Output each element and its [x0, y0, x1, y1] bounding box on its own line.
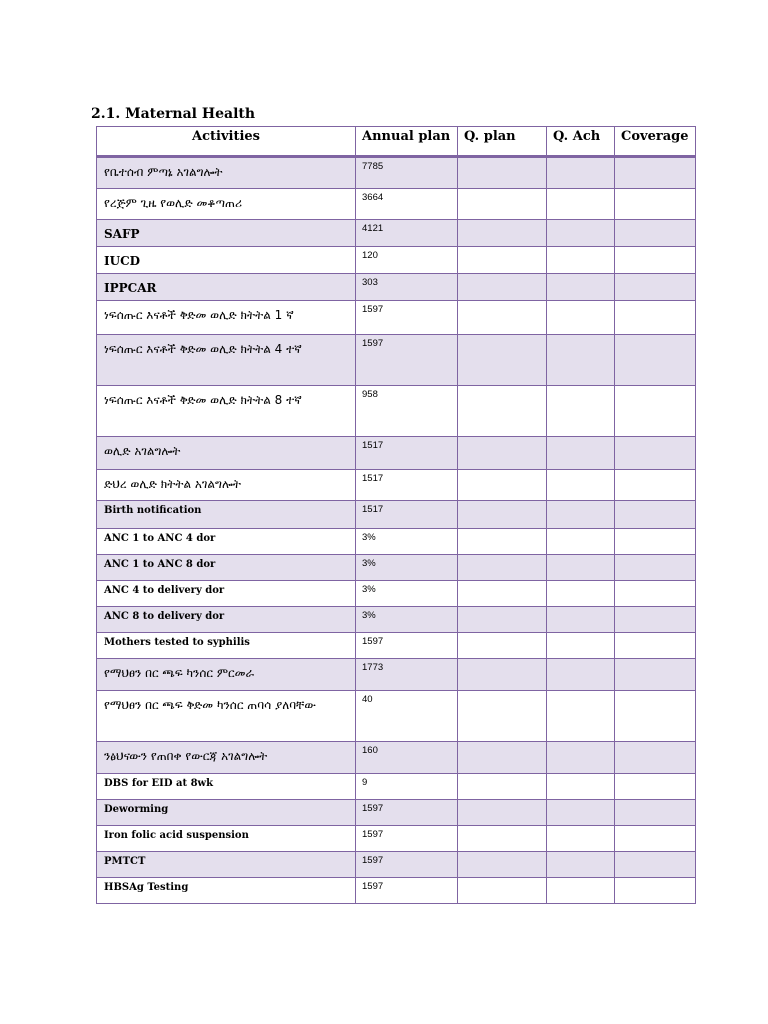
- annual-plan-cell: [356, 581, 458, 607]
- table-row: [97, 555, 696, 581]
- coverage-cell: [615, 826, 696, 852]
- q-ach-cell: [547, 774, 615, 800]
- q-ach-cell: [547, 633, 615, 659]
- coverage-cell-text: [615, 529, 695, 532]
- q-ach-cell: [547, 529, 615, 555]
- activity-cell: [97, 189, 356, 220]
- table-row: [97, 800, 696, 826]
- table-row: [97, 437, 696, 470]
- activity-cell-text: ንፅህናውን የጠበቀ የውርጃ አገልግሎት: [104, 749, 268, 763]
- annual-plan-cell: [356, 800, 458, 826]
- q-plan-cell-text: [458, 470, 546, 473]
- header-q-plan: Q. plan: [458, 127, 547, 157]
- table-row: [97, 529, 696, 555]
- annual-plan-cell-text: 1597: [362, 881, 384, 892]
- annual-plan-cell: [356, 501, 458, 529]
- q-plan-cell-text: [458, 335, 546, 338]
- table-row: [97, 301, 696, 335]
- coverage-cell: [615, 247, 696, 274]
- table-body: [97, 157, 696, 904]
- coverage-cell: [615, 386, 696, 437]
- annual-plan-cell-text: 3%: [362, 558, 376, 569]
- q-plan-cell: [458, 501, 547, 529]
- coverage-cell: [615, 437, 696, 470]
- activity-cell: [97, 335, 356, 386]
- q-ach-cell-text: [547, 470, 614, 473]
- activity-cell: [97, 633, 356, 659]
- table-row: [97, 774, 696, 800]
- q-plan-cell-text: [458, 607, 546, 610]
- coverage-cell-text: [615, 158, 695, 161]
- activity-cell: [97, 555, 356, 581]
- annual-plan-cell-text: 120: [362, 250, 378, 261]
- annual-plan-cell-text: 1597: [362, 803, 384, 814]
- q-plan-cell-text: [458, 501, 546, 504]
- annual-plan-cell: [356, 852, 458, 878]
- activity-cell-text: Iron folic acid suspension: [104, 830, 249, 841]
- annual-plan-cell: [356, 189, 458, 220]
- annual-plan-cell-text: 3%: [362, 532, 376, 543]
- annual-plan-cell-text: 160: [362, 745, 378, 756]
- q-plan-cell: [458, 555, 547, 581]
- q-plan-cell-text: [458, 437, 546, 440]
- activity-cell-text: የረጅም ጊዜ የወሊድ መቆጣጠሪ: [104, 196, 242, 210]
- q-ach-cell-text: [547, 581, 614, 584]
- q-ach-cell-text: [547, 774, 614, 777]
- q-ach-cell: [547, 437, 615, 470]
- q-plan-cell-text: [458, 774, 546, 777]
- coverage-cell-text: [615, 555, 695, 558]
- q-ach-cell-text: [547, 659, 614, 662]
- q-ach-cell-text: [547, 501, 614, 504]
- annual-plan-cell: [356, 555, 458, 581]
- q-plan-cell: [458, 470, 547, 501]
- coverage-cell-text: [615, 274, 695, 277]
- activity-cell: [97, 247, 356, 274]
- q-ach-cell-text: [547, 878, 614, 881]
- coverage-cell-text: [615, 189, 695, 192]
- annual-plan-cell: [356, 607, 458, 633]
- table-row: [97, 501, 696, 529]
- activity-cell: [97, 742, 356, 774]
- header-activities: Activities: [97, 127, 356, 157]
- coverage-cell: [615, 501, 696, 529]
- activity-cell-text: DBS for EID at 8wk: [104, 778, 214, 789]
- coverage-cell: [615, 659, 696, 691]
- coverage-cell: [615, 607, 696, 633]
- coverage-cell: [615, 691, 696, 742]
- annual-plan-cell: [356, 157, 458, 189]
- q-plan-cell: [458, 774, 547, 800]
- coverage-cell-text: [615, 800, 695, 803]
- q-plan-cell: [458, 335, 547, 386]
- activity-cell-text: ANC 8 to delivery dor: [104, 611, 225, 622]
- coverage-cell-text: [615, 220, 695, 223]
- activity-cell: [97, 274, 356, 301]
- table-row: [97, 386, 696, 437]
- q-plan-cell-text: [458, 247, 546, 250]
- activity-cell-text: ANC 1 to ANC 8 dor: [104, 559, 216, 570]
- coverage-cell: [615, 852, 696, 878]
- coverage-cell-text: [615, 470, 695, 473]
- coverage-cell-text: [615, 633, 695, 636]
- annual-plan-cell: [356, 633, 458, 659]
- q-plan-cell-text: [458, 878, 546, 881]
- q-plan-cell-text: [458, 386, 546, 389]
- annual-plan-cell: [356, 386, 458, 437]
- q-plan-cell-text: [458, 742, 546, 745]
- table-row: [97, 826, 696, 852]
- activity-cell: [97, 826, 356, 852]
- coverage-cell-text: [615, 774, 695, 777]
- annual-plan-cell-text: 1517: [362, 473, 384, 484]
- q-plan-cell-text: [458, 581, 546, 584]
- activity-cell-text: ነፍሰጡር እናቶች ቅድመ ወሊድ ክትትል 8 ተኛ: [104, 393, 302, 407]
- header-coverage: Coverage: [615, 127, 696, 157]
- table-row: [97, 247, 696, 274]
- q-ach-cell: [547, 301, 615, 335]
- annual-plan-cell-text: 40: [362, 694, 373, 705]
- q-ach-cell-text: [547, 301, 614, 304]
- coverage-cell-text: [615, 852, 695, 855]
- q-ach-cell: [547, 470, 615, 501]
- coverage-cell-text: [615, 501, 695, 504]
- table-row: [97, 274, 696, 301]
- q-ach-cell: [547, 742, 615, 774]
- activity-cell: [97, 501, 356, 529]
- annual-plan-cell: [356, 691, 458, 742]
- q-ach-cell-text: [547, 386, 614, 389]
- activity-cell: [97, 800, 356, 826]
- q-ach-cell: [547, 247, 615, 274]
- q-ach-cell: [547, 274, 615, 301]
- q-ach-cell-text: [547, 335, 614, 338]
- annual-plan-cell-text: 3664: [362, 192, 384, 203]
- coverage-cell-text: [615, 826, 695, 829]
- annual-plan-cell-text: 4121: [362, 223, 384, 234]
- q-plan-cell: [458, 878, 547, 904]
- annual-plan-cell: [356, 247, 458, 274]
- q-plan-cell-text: [458, 691, 546, 694]
- q-ach-cell-text: [547, 437, 614, 440]
- activity-cell-text: የማህፀን በር ጫፍ ካንሰር ምርመራ: [104, 666, 255, 680]
- q-plan-cell-text: [458, 274, 546, 277]
- activity-cell: [97, 607, 356, 633]
- q-ach-cell: [547, 581, 615, 607]
- activity-cell: [97, 301, 356, 335]
- annual-plan-cell-text: 1773: [362, 662, 384, 673]
- table-row: [97, 633, 696, 659]
- annual-plan-cell-text: 1597: [362, 304, 384, 315]
- q-ach-cell-text: [547, 826, 614, 829]
- q-plan-cell: [458, 529, 547, 555]
- activity-cell-text: IPPCAR: [104, 281, 157, 295]
- q-plan-cell: [458, 220, 547, 247]
- activity-cell: [97, 691, 356, 742]
- coverage-cell-text: [615, 247, 695, 250]
- activity-cell-text: የማህፀን በር ጫፍ ቅድመ ካንሰር ጠባሳ ያለባቸው: [104, 698, 316, 712]
- q-plan-cell: [458, 581, 547, 607]
- q-ach-cell-text: [547, 852, 614, 855]
- annual-plan-cell-text: 303: [362, 277, 378, 288]
- coverage-cell: [615, 220, 696, 247]
- q-ach-cell: [547, 335, 615, 386]
- table-row: [97, 878, 696, 904]
- q-plan-cell: [458, 800, 547, 826]
- activity-cell: [97, 157, 356, 189]
- q-plan-cell-text: [458, 800, 546, 803]
- activity-cell: [97, 581, 356, 607]
- q-plan-cell: [458, 301, 547, 335]
- coverage-cell-text: [615, 335, 695, 338]
- q-ach-cell: [547, 157, 615, 189]
- coverage-cell: [615, 633, 696, 659]
- annual-plan-cell: [356, 301, 458, 335]
- q-ach-cell: [547, 852, 615, 878]
- q-plan-cell: [458, 659, 547, 691]
- table-row: [97, 157, 696, 189]
- q-plan-cell: [458, 157, 547, 189]
- annual-plan-cell: [356, 437, 458, 470]
- activity-cell-text: ነፍሰጡር እናቶች ቅድመ ወሊድ ክትትል 4 ተኛ: [104, 342, 302, 356]
- q-ach-cell: [547, 691, 615, 742]
- q-plan-cell-text: [458, 220, 546, 223]
- activity-cell-text: ANC 1 to ANC 4 dor: [104, 533, 216, 544]
- annual-plan-cell-text: 1597: [362, 338, 384, 349]
- q-plan-cell-text: [458, 555, 546, 558]
- table-row: [97, 189, 696, 220]
- q-ach-cell-text: [547, 158, 614, 161]
- table-row: [97, 335, 696, 386]
- annual-plan-cell: [356, 878, 458, 904]
- q-plan-cell-text: [458, 158, 546, 161]
- activity-cell: [97, 470, 356, 501]
- annual-plan-cell: [356, 335, 458, 386]
- activity-cell: [97, 878, 356, 904]
- annual-plan-cell: [356, 659, 458, 691]
- q-ach-cell-text: [547, 800, 614, 803]
- q-ach-cell: [547, 878, 615, 904]
- q-ach-cell: [547, 501, 615, 529]
- coverage-cell-text: [615, 742, 695, 745]
- activity-cell-text: Mothers tested to syphilis: [104, 637, 250, 648]
- coverage-cell: [615, 274, 696, 301]
- q-plan-cell: [458, 189, 547, 220]
- q-ach-cell: [547, 607, 615, 633]
- coverage-cell-text: [615, 301, 695, 304]
- maternal-health-table: [96, 126, 696, 904]
- q-ach-cell: [547, 555, 615, 581]
- annual-plan-cell: [356, 470, 458, 501]
- q-ach-cell: [547, 800, 615, 826]
- q-ach-cell-text: [547, 607, 614, 610]
- q-plan-cell: [458, 633, 547, 659]
- activity-cell: [97, 437, 356, 470]
- q-ach-cell-text: [547, 220, 614, 223]
- header-annual-plan: Annual plan: [356, 127, 458, 157]
- table-header-row: [97, 127, 696, 157]
- q-plan-cell-text: [458, 852, 546, 855]
- activity-cell-text: HBSAg Testing: [104, 882, 189, 893]
- activity-cell-text: SAFP: [104, 227, 140, 241]
- q-ach-cell-text: [547, 274, 614, 277]
- q-plan-cell: [458, 826, 547, 852]
- coverage-cell-text: [615, 437, 695, 440]
- table-row: [97, 220, 696, 247]
- activity-cell: [97, 529, 356, 555]
- annual-plan-cell-text: 1597: [362, 855, 384, 866]
- q-ach-cell: [547, 826, 615, 852]
- coverage-cell: [615, 529, 696, 555]
- activity-cell: [97, 852, 356, 878]
- annual-plan-cell: [356, 529, 458, 555]
- activity-cell-text: Birth notification: [104, 505, 202, 516]
- q-plan-cell: [458, 274, 547, 301]
- annual-plan-cell-text: 3%: [362, 610, 376, 621]
- q-plan-cell: [458, 691, 547, 742]
- activity-cell-text: Deworming: [104, 804, 169, 815]
- coverage-cell-text: [615, 386, 695, 389]
- q-plan-cell: [458, 852, 547, 878]
- section-title: 2.1. Maternal Health: [91, 106, 256, 122]
- table-row: [97, 470, 696, 501]
- q-ach-cell-text: [547, 633, 614, 636]
- q-plan-cell: [458, 437, 547, 470]
- annual-plan-cell-text: 7785: [362, 161, 384, 172]
- table-row: [97, 691, 696, 742]
- annual-plan-cell-text: 958: [362, 389, 378, 400]
- coverage-cell: [615, 470, 696, 501]
- q-ach-cell: [547, 189, 615, 220]
- q-plan-cell-text: [458, 826, 546, 829]
- annual-plan-cell-text: 1517: [362, 440, 384, 451]
- q-ach-cell: [547, 220, 615, 247]
- q-ach-cell-text: [547, 691, 614, 694]
- annual-plan-cell: [356, 274, 458, 301]
- table-row: [97, 607, 696, 633]
- q-plan-cell-text: [458, 189, 546, 192]
- annual-plan-cell-text: 1597: [362, 829, 384, 840]
- q-plan-cell: [458, 247, 547, 274]
- annual-plan-cell: [356, 220, 458, 247]
- activity-cell: [97, 774, 356, 800]
- q-plan-cell-text: [458, 529, 546, 532]
- annual-plan-cell: [356, 774, 458, 800]
- coverage-cell-text: [615, 581, 695, 584]
- q-plan-cell-text: [458, 633, 546, 636]
- annual-plan-cell-text: 1517: [362, 504, 384, 515]
- q-ach-cell-text: [547, 742, 614, 745]
- coverage-cell: [615, 581, 696, 607]
- q-ach-cell: [547, 386, 615, 437]
- coverage-cell: [615, 774, 696, 800]
- coverage-cell-text: [615, 691, 695, 694]
- activity-cell-text: PMTCT: [104, 856, 146, 867]
- activity-cell-text: ወሊድ አገልግሎት: [104, 444, 181, 458]
- header-q-ach: Q. Ach: [547, 127, 615, 157]
- coverage-cell: [615, 301, 696, 335]
- activity-cell-text: IUCD: [104, 254, 141, 268]
- coverage-cell-text: [615, 607, 695, 610]
- activity-cell-text: ነፍሰጡር እናቶች ቅድመ ወሊድ ክትትል 1 ኛ: [104, 308, 294, 322]
- table-row: [97, 581, 696, 607]
- q-ach-cell-text: [547, 555, 614, 558]
- table-row: [97, 659, 696, 691]
- annual-plan-cell-text: 1597: [362, 636, 384, 647]
- activity-cell-text: ድህረ ወሊድ ክትትል አገልግሎት: [104, 477, 241, 491]
- annual-plan-cell: [356, 826, 458, 852]
- q-ach-cell-text: [547, 247, 614, 250]
- table-row: [97, 852, 696, 878]
- q-ach-cell: [547, 659, 615, 691]
- q-plan-cell: [458, 386, 547, 437]
- coverage-cell: [615, 742, 696, 774]
- annual-plan-cell: [356, 742, 458, 774]
- activity-cell: [97, 659, 356, 691]
- coverage-cell: [615, 878, 696, 904]
- q-plan-cell-text: [458, 301, 546, 304]
- coverage-cell-text: [615, 878, 695, 881]
- activity-cell-text: የቤተሰብ ምጣኔ አገልግሎት: [104, 165, 223, 179]
- coverage-cell: [615, 555, 696, 581]
- coverage-cell: [615, 157, 696, 189]
- q-plan-cell: [458, 742, 547, 774]
- activity-cell-text: ANC 4 to delivery dor: [104, 585, 225, 596]
- q-plan-cell: [458, 607, 547, 633]
- coverage-cell: [615, 800, 696, 826]
- activity-cell: [97, 220, 356, 247]
- coverage-cell: [615, 189, 696, 220]
- q-ach-cell-text: [547, 189, 614, 192]
- annual-plan-cell-text: 3%: [362, 584, 376, 595]
- activity-cell: [97, 386, 356, 437]
- coverage-cell: [615, 335, 696, 386]
- q-plan-cell-text: [458, 659, 546, 662]
- table-row: [97, 742, 696, 774]
- coverage-cell-text: [615, 659, 695, 662]
- annual-plan-cell-text: 9: [362, 777, 368, 788]
- q-ach-cell-text: [547, 529, 614, 532]
